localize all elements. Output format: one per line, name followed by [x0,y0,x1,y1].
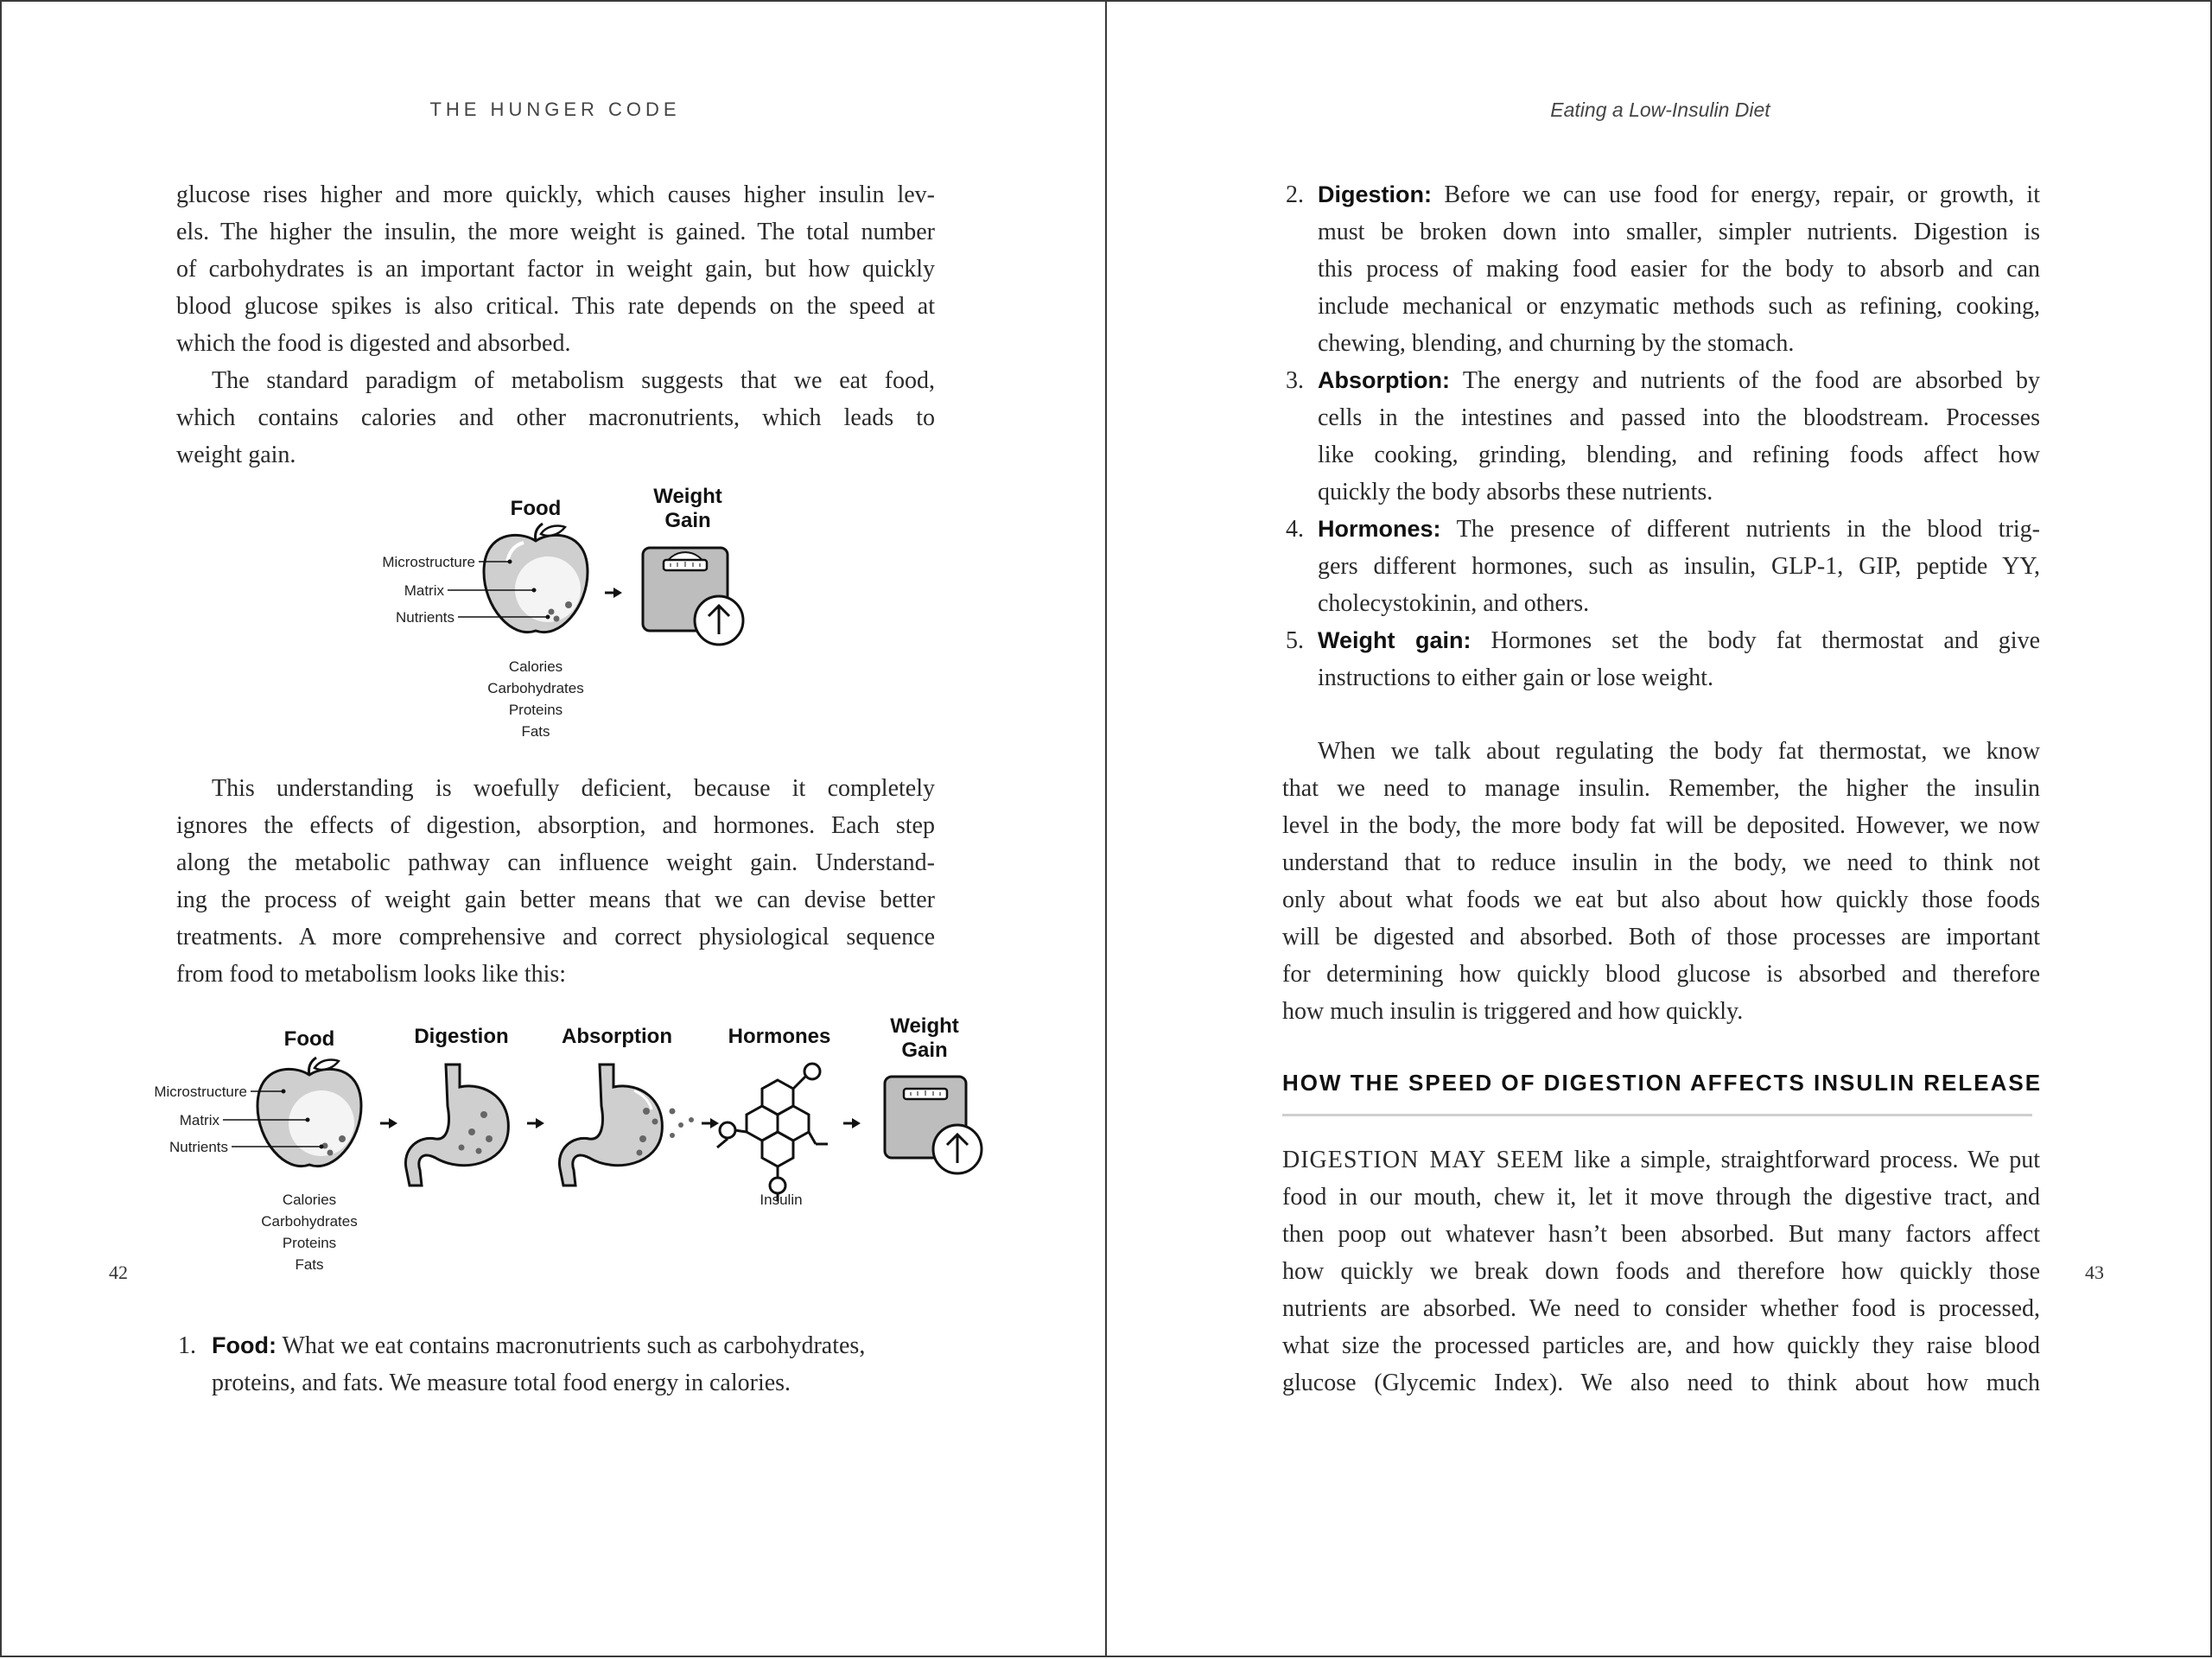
proteins-label: Proteins [282,1235,337,1251]
text-line: of carbohydrates is an important factor in weight gain, but how quickly [176,256,935,283]
arrow-icon [527,1118,544,1128]
text-line: level in the body, the more body fat will be deposited. However, we now [1282,812,2040,839]
text-line: that we need to manage insulin. Remember, the higher the insulin [1282,775,2040,802]
hormone-molecule-icon [717,1064,828,1201]
gain-label: Gain [901,1039,948,1062]
text-line: When we talk about regulating the body fat thermostat, we know [1318,738,2040,765]
lead-in: DIGESTION MAY SEEM [1282,1147,1565,1173]
gain-label: Gain [664,509,711,532]
list-term: Digestion: [1318,181,1432,207]
text-line: quickly the body absorbs these nutrients. [1318,479,1713,505]
text-line: this process of making food easier for the body to absorb and can [1318,256,2040,283]
text-line: nutrients are absorbed. We need to consider whether food is processed, [1282,1295,2040,1322]
food-label: Food [283,1027,335,1051]
matrix-label: Matrix [404,582,444,599]
scale-icon [885,1077,982,1173]
text-line: cholecystokinin, and others. [1318,590,1590,617]
text-line [1282,1141,2040,1179]
insulin-label: Insulin [760,1192,803,1208]
list-item-hormones [1318,511,2040,548]
text-line: gers different hormones, such as insulin, GLP-1, GIP, peptide YY, [1318,553,2040,580]
food-to-weight-diagram [347,477,762,745]
matrix-label: Matrix [179,1112,219,1128]
list-number: 1. [178,1332,196,1359]
arrow-icon [605,588,622,598]
running-head: Eating a Low-Insulin Diet [1550,99,1770,121]
text-line: will be digested and absorbed. Both of those processes are important [1282,924,2040,950]
list-item-digestion [1318,176,2040,213]
text-line: glucose rises higher and more quickly, which causes higher insulin lev- [176,181,935,208]
list-item-absorption [1318,362,2040,399]
weight-label: Weight [890,1014,959,1038]
list-term: Food: [212,1332,276,1358]
list-text: The energy and nutrients of the food are absorbed by [1462,367,2040,394]
carbohydrates-label: Carbohydrates [487,680,584,696]
right-page [1105,0,2212,1657]
nutrients-label: Nutrients [395,609,454,626]
absorbing-stomach-icon [559,1065,694,1185]
list-number: 2. [1286,181,1304,208]
text-line: how quickly we break down foods and therefore how quickly those [1282,1258,2040,1285]
carbohydrates-label: Carbohydrates [261,1213,358,1230]
text-line: what size the processed particles are, and how quickly they raise blood [1282,1332,2040,1359]
apple-icon [484,524,588,632]
lead-text: like a simple, straightforward process. We put [1564,1147,2040,1173]
apple-icon [257,1058,361,1166]
arrow-icon [702,1118,719,1128]
list-text: What we eat contains macronutrients such as carbohydrates, [282,1332,866,1359]
text-line: which the food is digested and absorbed. [176,330,571,357]
microstructure-label: Microstructure [154,1084,247,1100]
text-line: chewing, blending, and churning by the stomach. [1318,330,1795,357]
left-page [0,0,1107,1657]
scale-icon [643,548,743,645]
section-heading: HOW THE SPEED OF DIGESTION AFFECTS INSULIN RELEASE [1282,1070,2043,1096]
list-text: The presence of different nutrients in the blood trig- [1456,516,2040,543]
text-line: how much insulin is triggered and how quickly. [1282,998,1744,1025]
text-line: which contains calories and other macronutrients, which leads to [176,404,935,431]
text-line: like cooking, grinding, blending, and refining foods affect how [1318,442,2040,468]
text-line: cells in the intestines and passed into the bloodstream. Processes [1318,404,2040,431]
text-line: weight gain. [176,442,296,468]
metabolic-pathway-diagram [140,1004,995,1281]
calories-label: Calories [508,658,563,675]
text-line: then poop out whatever hasn’t been absorbed. But many factors affect [1282,1221,2040,1248]
list-term: Absorption: [1318,367,1450,393]
fats-label: Fats [295,1256,324,1273]
text-line: include mechanical or enzymatic methods such as refining, cooking, [1318,293,2040,320]
text-line: must be broken down into smaller, simpler nutrients. Digestion is [1318,219,2040,245]
text-line: glucose (Glycemic Index). We also need to think about how much [1282,1370,2040,1396]
text-line: understand that to reduce insulin in the body, we need to think not [1282,849,2040,876]
list-item-food [212,1327,865,1364]
text-line: This understanding is woefully deficient, because it completely [212,775,935,802]
list-term: Hormones: [1318,516,1441,542]
nutrients-label: Nutrients [168,1139,228,1155]
weight-label: Weight [653,485,722,508]
text-line: blood glucose spikes is also critical. This rate depends on the speed at [176,293,935,320]
running-head: THE HUNGER CODE [429,99,681,120]
text-line: along the metabolic pathway can influence weight gain. Understand- [176,849,935,876]
text-line: proteins, and fats. We measure total food energy in calories. [212,1370,791,1396]
list-term: Weight gain: [1318,627,1471,653]
text-line: only about what foods we eat but also about how quickly those foods [1282,887,2040,913]
microstructure-label: Microstructure [382,554,475,570]
page-number: 42 [109,1262,128,1283]
text-line: els. The higher the insulin, the more weight is gained. The total number [176,219,935,245]
food-label: Food [510,497,562,520]
text-line: food in our mouth, chew it, let it move through the digestive tract, and [1282,1184,2040,1211]
list-text: Hormones set the body fat thermostat and give [1491,627,2040,654]
text-line: instructions to either gain or lose weight. [1318,664,1714,691]
digestion-label: Digestion [414,1025,509,1048]
calories-label: Calories [282,1192,337,1208]
text-line: ing the process of weight gain better means that we can devise better [176,887,935,913]
text-line: treatments. A more comprehensive and correct physiological sequence [176,924,935,950]
text-line: from food to metabolism looks like this: [176,961,567,988]
stomach-icon [405,1065,508,1185]
list-number: 5. [1286,627,1304,654]
text-line: The standard paradigm of metabolism suggests that we eat food, [212,367,935,394]
hormones-label: Hormones [728,1025,831,1048]
page-number: 43 [2085,1262,2104,1283]
heading-rule [1282,1114,2032,1116]
list-number: 4. [1286,516,1304,543]
list-text: Before we can use food for energy, repair, or growth, it [1444,181,2040,208]
list-number: 3. [1286,367,1304,394]
proteins-label: Proteins [508,702,563,718]
fats-label: Fats [521,723,550,740]
arrow-icon [380,1118,397,1128]
arrow-icon [843,1118,861,1128]
text-line: for determining how quickly blood glucose is absorbed and therefore [1282,961,2040,988]
text-line: ignores the effects of digestion, absorption, and hormones. Each step [176,812,935,839]
list-item-weight-gain [1318,622,2040,659]
absorption-label: Absorption [562,1025,672,1048]
